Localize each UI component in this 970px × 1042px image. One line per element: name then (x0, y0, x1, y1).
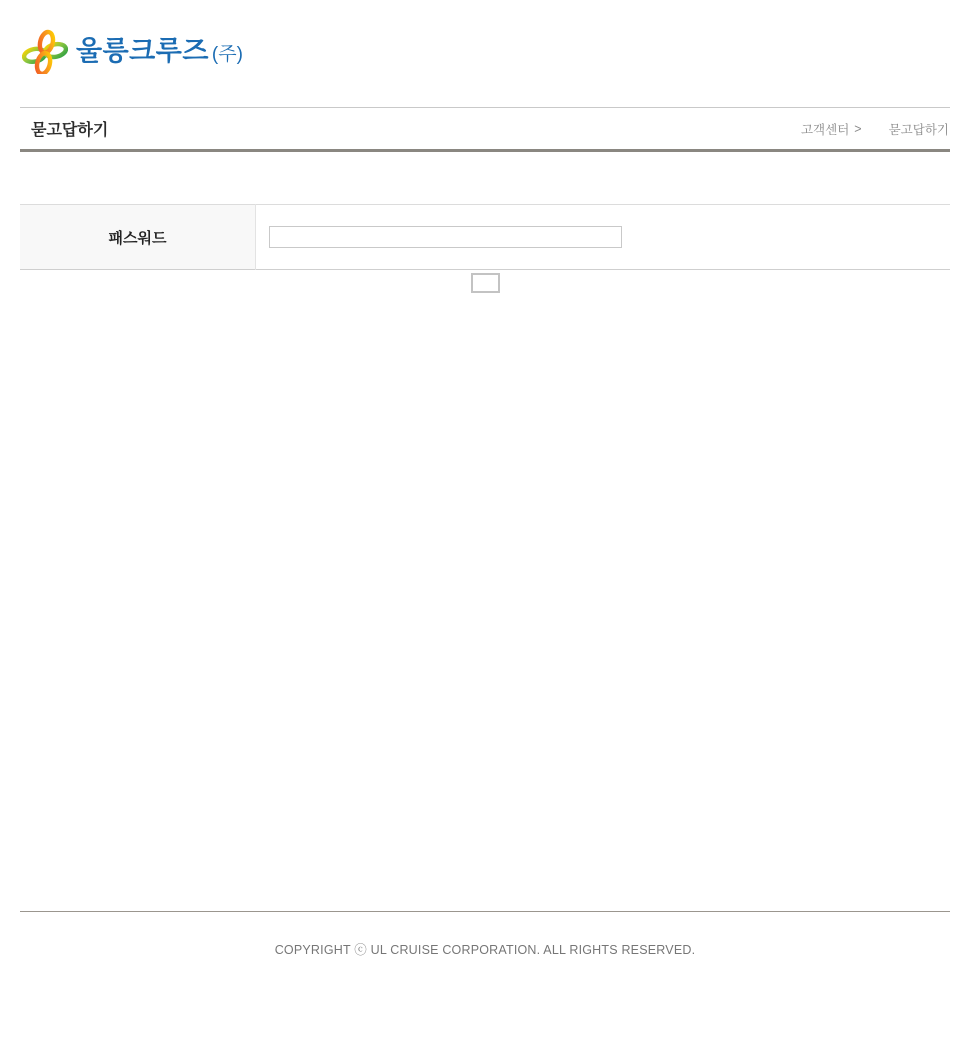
logo-company-suffix: (주) (211, 44, 243, 65)
submit-button[interactable] (471, 273, 500, 293)
title-bar (20, 107, 950, 152)
breadcrumb (801, 120, 950, 138)
header (20, 0, 950, 107)
breadcrumb-current[interactable]: 묻고답하기 (888, 122, 949, 137)
pinwheel-flower-logo-icon (22, 28, 68, 74)
password-input[interactable] (269, 226, 622, 248)
submit-row (20, 273, 950, 294)
copyright-text: COPYRIGHT ⓒ UL CRUISE CORPORATION. ALL RIGHTS RESERVED. (274, 943, 696, 957)
footer (20, 911, 950, 958)
logo-company-name: 울릉크루즈 (76, 36, 209, 66)
page-container (20, 0, 950, 958)
password-form-table (20, 204, 950, 270)
logo[interactable] (22, 28, 243, 74)
breadcrumb-separator: > (854, 121, 862, 136)
password-label: 패스워드 (20, 205, 256, 270)
password-input-cell (256, 205, 951, 270)
content-spacer (20, 294, 950, 911)
breadcrumb-parent[interactable]: 고객센터 (800, 122, 850, 137)
table-row (20, 205, 950, 270)
page-title: 묻고답하기 (31, 122, 109, 139)
